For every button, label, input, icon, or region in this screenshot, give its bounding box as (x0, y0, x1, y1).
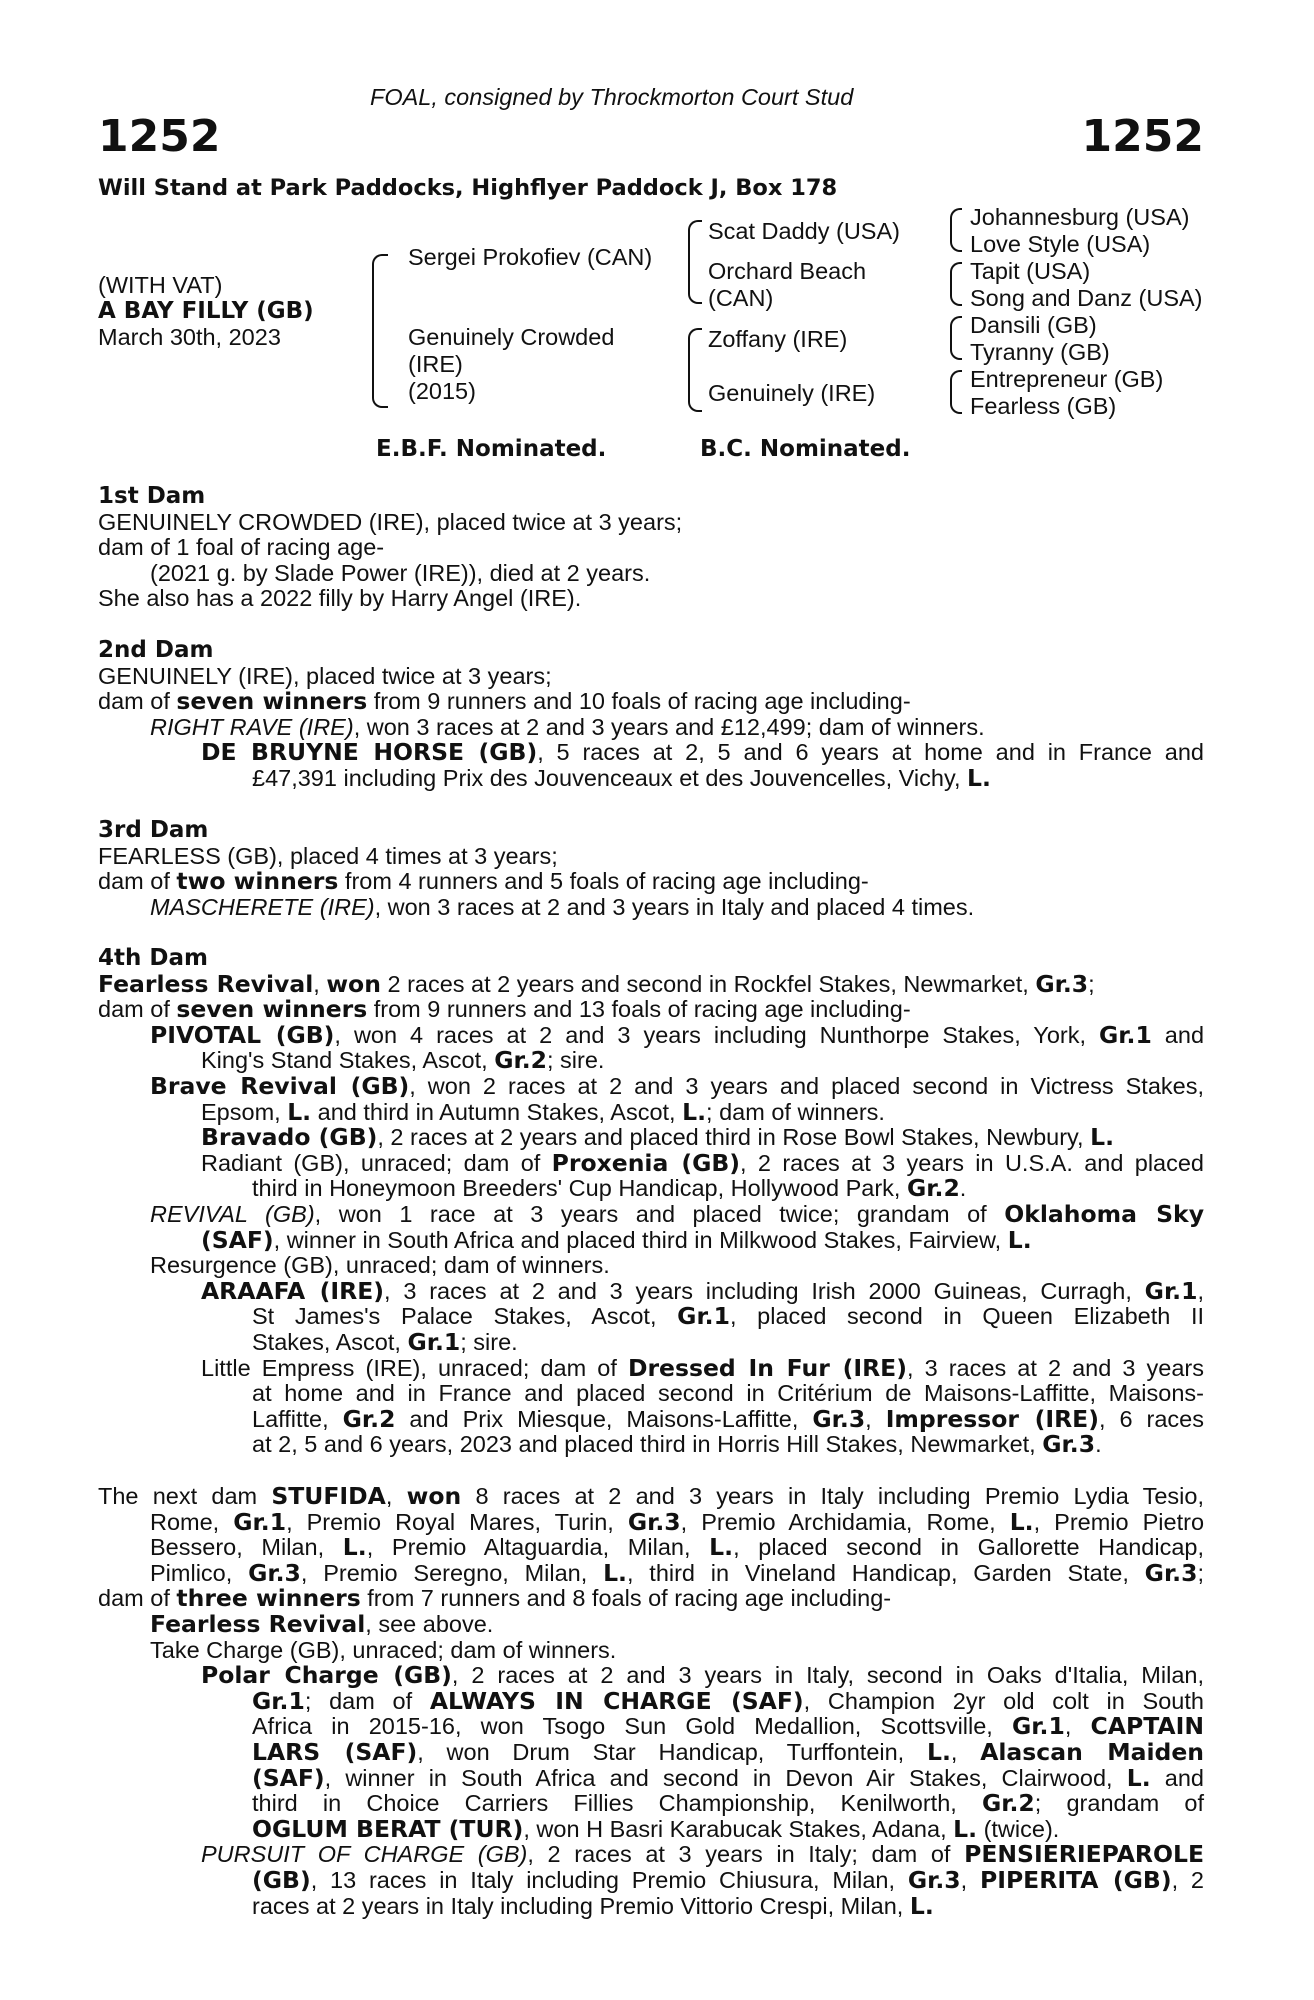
text-run: Radiant (GB), unraced; dam of (201, 1149, 552, 1176)
text-run: and Prix Miesque, Maisons-Laffitte, (395, 1405, 813, 1432)
produce-line (98, 1814, 1204, 1843)
sire: Sergei Prokofiev (CAN) (408, 244, 653, 270)
text-run: , Champion 2yr old colt in South (803, 1687, 1204, 1714)
vat-note: (WITH VAT) (98, 272, 223, 298)
dam-line-1: Genuinely Crowded (408, 324, 615, 350)
bold-text: won (326, 969, 381, 998)
text-run: Epsom, (201, 1098, 288, 1125)
g3-ancestor: Dansili (GB) (970, 312, 1097, 338)
bold-text: Gr.3 (248, 1558, 301, 1587)
text-run: ; dam of winners. (706, 1098, 885, 1125)
bold-text: Gr.2 (981, 1789, 1035, 1818)
text-run: , won 3 races at 2 and 3 years and £12,499; dam of winners. (353, 713, 985, 740)
dam-line: GENUINELY (IRE), placed twice at 3 years; (98, 662, 552, 689)
bold-text: Gr.3 (907, 1865, 961, 1894)
produce-line: Resurgence (GB), unraced; dam of winners. (150, 1252, 610, 1279)
bold-text: three winners (176, 1584, 361, 1613)
produce-line (252, 1304, 1204, 1330)
text-run: , 2 races at 3 years in U.S.A. and placed (740, 1149, 1205, 1176)
text-run: , won 4 races at 2 and 3 years including Nunthorpe Stakes, York, (334, 1021, 1099, 1048)
text-run: , 13 races in Italy including Premio Chiusura, Milan, (310, 1866, 908, 1893)
brace-sire (688, 220, 702, 304)
dam-line: She also has a 2022 filly by Harry Angel (IRE). (98, 585, 582, 612)
bold-text: L. (926, 1737, 951, 1766)
text-run: Stakes, Ascot, (252, 1328, 408, 1355)
next-dam-section (98, 1484, 1204, 1919)
text-run: at 2, 5 and 6 years, 2023 and placed third in Horris Hill Stakes, Newmarket, (252, 1431, 1043, 1458)
text-run: , won 3 races at 2 and 3 years in Italy and placed 4 times. (374, 893, 975, 920)
brace-g3-2 (950, 262, 962, 306)
bold-text: Polar Charge (GB) (201, 1661, 452, 1690)
g3-ancestor: Song and Danz (USA) (970, 285, 1203, 311)
text-run: , (313, 970, 327, 997)
bold-text: L. (342, 1533, 367, 1562)
italic-text: PURSUIT OF CHARGE (GB) (201, 1841, 528, 1868)
text-run: King's Stand Stakes, Ascot, (201, 1047, 495, 1074)
consignment-line: FOAL, consigned by Throckmorton Court Stud (370, 84, 854, 110)
produce-line (98, 1097, 1204, 1126)
text-run: St James's Palace Stakes, Ascot, (252, 1303, 678, 1330)
produce-line (252, 1404, 1205, 1433)
produce-line (252, 1763, 1204, 1792)
bold-text: DE BRUYNE HORSE (GB) (201, 738, 538, 767)
text-run: . (959, 1175, 967, 1202)
bold-text: L. (1090, 1123, 1115, 1152)
text-run: , 2 races at 3 years in Italy; dam of (527, 1841, 965, 1868)
ebf-nomination: E.B.F. Nominated. (376, 436, 607, 462)
text-run: ; sire. (460, 1328, 518, 1355)
text-run: from 9 runners and 13 foals of racing age including- (367, 996, 911, 1023)
text-run: Laffitte, (252, 1405, 343, 1432)
bold-text: (SAF) (252, 1763, 325, 1792)
g3-ancestor: Johannesburg (USA) (970, 204, 1190, 230)
text-run: races at 2 years in Italy including Premio Vittorio Crespi, Milan, (252, 1892, 910, 1919)
bold-text: Gr.1 (252, 1686, 305, 1715)
section-heading: 1st Dam (98, 483, 206, 509)
text-run: third in Honeymoon Breeders' Cup Handicap, Hollywood Park, (252, 1175, 907, 1202)
text-run: ; dam of (304, 1687, 430, 1714)
lot-number-left: 1252 (98, 111, 221, 162)
brace-g3-4 (950, 370, 962, 414)
dam-line (98, 969, 1204, 998)
bold-text: L. (953, 1814, 978, 1843)
dam-dam: Genuinely (IRE) (708, 380, 876, 406)
produce-line (98, 1176, 1204, 1202)
lot-number-right: 1252 (1081, 111, 1204, 162)
text-run: , 5 races at 2, 5 and 6 years at home and in France and (537, 739, 1204, 766)
italic-text: RIGHT RAVE (IRE) (150, 713, 354, 740)
text-run: ; sire. (547, 1047, 605, 1074)
bold-text: L. (909, 1891, 934, 1920)
produce-line (98, 1125, 1204, 1151)
bold-text: ALWAYS IN CHARGE (SAF) (429, 1686, 804, 1715)
text-run: , (1064, 1713, 1091, 1740)
produce-line (201, 740, 1204, 766)
bold-text: CAPTAIN (1090, 1712, 1205, 1741)
produce-line: at home and in France and placed second in Critérium de Maisons-Laffitte, Maisons- (252, 1380, 1204, 1407)
text-run: , winner in South Africa and placed third in Milkwood Stakes, Fairview, (273, 1226, 1008, 1253)
text-run: ; (1088, 970, 1095, 997)
text-run: from 4 runners and 5 foals of racing age including- (338, 868, 869, 895)
produce-line (98, 1432, 1204, 1458)
brace-g3-1 (950, 208, 962, 252)
text-run: Bessero, Milan, (150, 1534, 343, 1561)
text-run: , Premio Archidamia, Rome, (680, 1508, 1010, 1535)
sire-dam-line-2: (CAN) (708, 285, 774, 311)
produce-line (98, 763, 1204, 792)
bold-text: Gr.2 (342, 1404, 396, 1433)
text-run: third in Choice Carriers Fillies Championship, Kenilworth, (252, 1790, 982, 1817)
sire-sire: Scat Daddy (USA) (708, 218, 900, 244)
dam-line (150, 1507, 1205, 1536)
text-run: and third in Autumn Stakes, Ascot, (311, 1098, 683, 1125)
produce-line (98, 1891, 1204, 1920)
text-run: from 7 runners and 8 foals of racing age including- (360, 1585, 892, 1612)
text-run: Africa in 2015-16, won Tsogo Sun Gold Medallion, Scottsville, (252, 1713, 1013, 1740)
bold-text: (SAF) (201, 1225, 274, 1254)
italic-text: REVIVAL (GB) (150, 1200, 315, 1227)
bold-text: Dressed In Fur (IRE) (627, 1353, 907, 1382)
bold-text: (GB) (252, 1865, 311, 1894)
horse-name: A BAY FILLY (GB) (98, 298, 314, 324)
dam-line: FEARLESS (GB), placed 4 times at 3 years; (98, 842, 558, 869)
dam-line (98, 1586, 1204, 1612)
produce-line (98, 1225, 1204, 1254)
text-run: ; (1197, 1559, 1204, 1586)
produce-line (252, 1865, 1204, 1894)
dam-line (98, 869, 1204, 895)
text-run: , Premio Seregno, Milan, (300, 1559, 604, 1586)
bc-nomination: B.C. Nominated. (700, 436, 911, 462)
text-run: Little Empress (IRE), unraced; dam of (201, 1354, 628, 1381)
bold-text: PENSIERIEPAROLE (964, 1840, 1205, 1869)
bold-text: Oklahoma Sky (1004, 1199, 1205, 1228)
text-run: Rome, (150, 1508, 234, 1535)
text-run: , 3 races at 2 and 3 years (906, 1354, 1204, 1381)
produce-line (98, 1609, 1204, 1638)
produce-line (150, 1020, 1205, 1049)
text-run: , 2 races at 2 years and placed third in Rose Bowl Stakes, Newbury, (377, 1124, 1091, 1151)
bold-text: Gr.1 (1099, 1020, 1152, 1049)
produce-line (201, 1842, 1204, 1868)
dam-line (98, 997, 1204, 1023)
bold-text: Gr.1 (677, 1302, 730, 1331)
text-run: ; grandam of (1034, 1790, 1204, 1817)
produce-line (201, 1276, 1204, 1305)
dam-line (150, 1558, 1204, 1587)
brace-g3-3 (950, 316, 962, 360)
first-dam-section (98, 484, 1204, 612)
text-run: Pimlico, (150, 1559, 249, 1586)
bold-text: Gr.3 (627, 1507, 681, 1536)
italic-text: MASCHERETE (IRE) (150, 893, 375, 920)
g3-ancestor: Tyranny (GB) (970, 339, 1110, 365)
produce-line (98, 715, 1204, 741)
text-run: , placed second in Queen Elizabeth II (729, 1303, 1205, 1330)
text-run: (twice). (977, 1815, 1060, 1842)
text-run: £47,391 including Prix des Jouvenceaux et des Jouvencelles, Vichy, (252, 764, 968, 791)
sire-dam-line-1: Orchard Beach (708, 258, 867, 284)
g3-ancestor: Entrepreneur (GB) (970, 366, 1164, 392)
text-run: , 3 races at 2 and 3 years including Irish 2000 Guineas, Curragh, (384, 1277, 1145, 1304)
produce-line (201, 1148, 1205, 1177)
bold-text: STUFIDA (271, 1482, 386, 1510)
dam-sire: Zoffany (IRE) (708, 326, 848, 352)
bold-text: seven winners (176, 687, 368, 716)
text-run: , won 1 race at 3 years and placed twice; grandam of (314, 1200, 1005, 1227)
second-dam-section (98, 638, 1204, 792)
text-run: , Premio Royal Mares, Turin, (286, 1508, 628, 1535)
g3-ancestor: Love Style (USA) (970, 231, 1151, 257)
bold-text: Gr.2 (906, 1174, 960, 1203)
text-run: , won Drum Star Handicap, Turffontein, (417, 1738, 927, 1765)
produce-line (201, 1663, 1204, 1689)
text-run: and (1150, 1764, 1204, 1791)
bold-text: Gr.1 (1012, 1712, 1065, 1741)
bold-text: Proxenia (GB) (551, 1148, 741, 1177)
produce-line (98, 895, 1204, 921)
text-run: , (960, 1866, 980, 1893)
text-run: , winner in South Africa and second in Devon Air Stakes, Clairwood, (324, 1764, 1127, 1791)
produce-line: (2021 g. by Slade Power (IRE)), died at 2 years. (150, 559, 651, 586)
bold-text: Fearless Revival (98, 969, 314, 998)
bold-text: OGLUM BERAT (TUR) (252, 1814, 524, 1843)
bold-text: L. (967, 763, 991, 792)
text-run: , won H Basri Karabucak Stakes, Adana, (523, 1815, 954, 1842)
produce-line (150, 1071, 1204, 1100)
bold-text: Gr.1 (407, 1327, 461, 1356)
g3-ancestor: Fearless (GB) (970, 393, 1117, 419)
section-heading: 4th Dam (98, 945, 208, 971)
text-run: , (950, 1738, 981, 1765)
text-run: The next dam (98, 1483, 272, 1509)
bold-text: Gr.1 (233, 1507, 287, 1536)
dam-line: dam of 1 foal of racing age- (98, 534, 385, 561)
bold-text: PIPERITA (GB) (979, 1865, 1172, 1894)
text-run: , (865, 1405, 886, 1432)
text-run: , placed second in Gallorette Handicap, (733, 1534, 1205, 1561)
bold-text: L. (287, 1097, 312, 1126)
g3-ancestor: Tapit (USA) (970, 258, 1091, 284)
text-run: dam of (98, 868, 177, 895)
text-run: and (1151, 1021, 1205, 1048)
bold-text: Gr.3 (1042, 1430, 1096, 1459)
produce-line (98, 1048, 1204, 1074)
bold-text: two winners (176, 867, 339, 896)
text-run: dam of (98, 1585, 177, 1612)
text-run: from 9 runners and 10 foals of racing age including- (367, 688, 911, 715)
text-run: . (1095, 1431, 1102, 1458)
bold-text: LARS (SAF) (252, 1737, 418, 1766)
produce-line (201, 1353, 1204, 1382)
text-run: , see above. (365, 1610, 494, 1637)
produce-line: Take Charge (GB), unraced; dam of winners. (150, 1636, 617, 1663)
dam-line-3: (2015) (408, 378, 476, 404)
text-run: , Premio Altaguardia, Milan, (366, 1534, 710, 1561)
section-heading: 2nd Dam (98, 637, 214, 663)
bold-text: L. (682, 1097, 707, 1126)
brace-gen1 (372, 254, 388, 408)
bold-text: L. (1007, 1225, 1032, 1254)
text-run: , 2 races at 2 and 3 years in Italy, second in Oaks d'Italia, Milan, (451, 1662, 1204, 1689)
text-run: , (385, 1483, 407, 1509)
text-run: , third in Vineland Handicap, Garden State, (626, 1559, 1145, 1586)
bold-text: Gr.3 (812, 1404, 866, 1433)
dam-line: GENUINELY CROWDED (IRE), placed twice at 3 years; (98, 508, 683, 535)
bold-text: PIVOTAL (GB) (150, 1020, 335, 1049)
text-run: dam of (98, 688, 177, 715)
text-run: , Premio Pietro (1033, 1508, 1205, 1535)
brace-dam (688, 328, 702, 412)
section-heading: 3rd Dam (98, 817, 209, 843)
dam-line (150, 1535, 1204, 1561)
bold-text: ARAAFA (IRE) (201, 1276, 385, 1305)
text-run: 2 races at 2 years and second in Rockfel Stakes, Newmarket, (380, 970, 1036, 997)
bold-text: seven winners (176, 995, 368, 1024)
produce-line (150, 1199, 1205, 1228)
bold-text: Gr.3 (1035, 969, 1089, 998)
bold-text: Gr.2 (494, 1046, 547, 1075)
text-run: dam of (98, 996, 177, 1023)
bold-text: Impressor (IRE) (885, 1404, 1099, 1433)
third-dam-section (98, 818, 1204, 920)
dam-line (98, 1484, 1204, 1510)
bold-text: Brave Revival (GB) (150, 1071, 410, 1100)
produce-line (252, 1791, 1204, 1817)
bold-text: L. (603, 1558, 627, 1587)
produce-line (252, 1686, 1204, 1715)
text-run: 8 races at 2 and 3 years in Italy including Premio Lydia Tesio, (461, 1483, 1205, 1509)
bold-text: won (406, 1482, 462, 1510)
text-run: , won 2 races at 2 and 3 years and placed second in Victress Stakes, (409, 1072, 1204, 1099)
produce-line (252, 1714, 1204, 1740)
bold-text: L. (709, 1533, 734, 1562)
bold-text: Gr.1 (1144, 1276, 1198, 1305)
produce-line (98, 1327, 1204, 1356)
bold-text: Gr.3 (1144, 1558, 1198, 1587)
text-run: , 2 (1171, 1866, 1204, 1893)
foaling-date: March 30th, 2023 (98, 324, 281, 350)
fourth-dam-section (98, 946, 1204, 1458)
text-run: , 6 races (1098, 1405, 1205, 1432)
dam-line (98, 689, 1204, 715)
bold-text: L. (1009, 1507, 1034, 1536)
bold-text: Alascan Maiden (980, 1737, 1204, 1766)
location-line: Will Stand at Park Paddocks, Highflyer Paddock J, Box 178 (98, 175, 838, 201)
bold-text: Bravado (GB) (201, 1123, 378, 1152)
bold-text: L. (1126, 1763, 1151, 1792)
text-run: , (1197, 1277, 1204, 1304)
produce-line (252, 1737, 1204, 1766)
dam-line-2: (IRE) (408, 351, 463, 377)
bold-text: Fearless Revival (150, 1609, 366, 1638)
